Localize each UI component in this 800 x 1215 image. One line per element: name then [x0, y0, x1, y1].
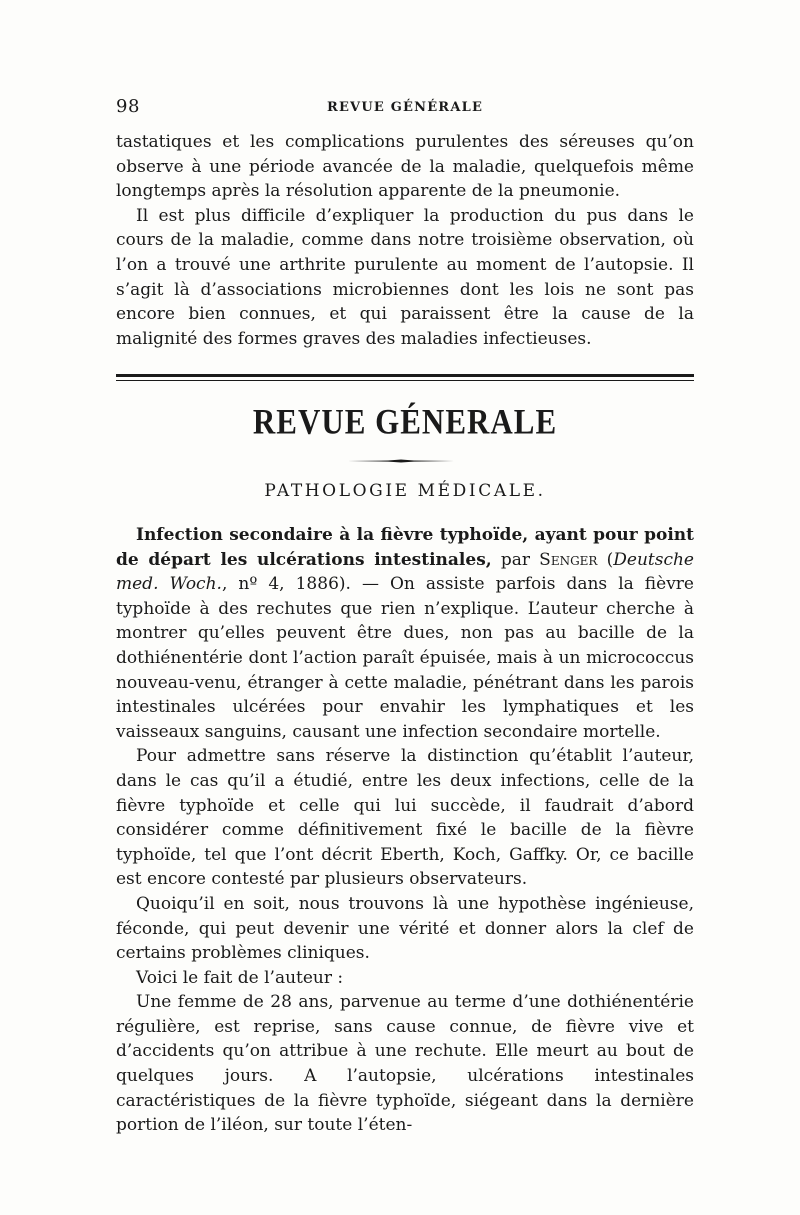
section-title: REVUE GÉNERALE [252, 401, 558, 442]
article-lead-paragraph [116, 523, 694, 744]
page-number: 98 [116, 96, 140, 117]
section-divider-thin [116, 380, 694, 381]
paragraph: Une femme de 28 ans, parvenue au terme d’une dothiénentérie régulière, est reprise, sans cause connue, de fièvre vive et d’accidents qu’on attribue à une rechute. Elle meurt au bout de quelques jours. A l’autopsie, ulcérations intestinales caractéristiques de la fièvre typhoïde, siégeant dans la dernière portion de l’iléon, sur toute l’éten- [116, 992, 694, 1136]
paragraph: Il est plus difficile d’expliquer la production du pus dans le cours de la maladie, comme dans notre troisième observation, où l’on a trouvé une arthrite purulente au moment de l’autopsie. Il s’agit là d’associations microbiennes dont les lois ne sont pas encore bien connues, et qui paraissent être la cause de la malignité des formes graves des maladies infectieuses. [116, 205, 694, 349]
article-source-open: ( [597, 549, 614, 570]
page-header [116, 96, 694, 120]
article-title: Infection secondaire à la fièvre typhoïde, ayant pour point de départ les ulcérations intestinales, [116, 525, 694, 570]
article-by: par [491, 549, 540, 570]
article-abstract: On assiste parfois dans la fièvre typhoïde à des rechutes que rien n’explique. L’auteur cherche à montrer qu’elles peuvent être dues, non pas au bacille de la dothiénentérie dont l’action paraît épuisée, mais à un micrococcus nouveau-venu, étranger à cette maladie, pénétrant dans les parois intestinales ulcérées pour envahir les lymphatiques et les vaisseaux sanguins, causant une infection secondaire mortelle. [116, 574, 694, 742]
paragraph-continued: tastatiques et les complications purulentes des séreuses qu’on observe à une période avancée de la maladie, quelquefois même longtemps après la résolution apparente de la pneumonie. [116, 132, 694, 202]
ornament-rule [348, 459, 454, 463]
running-head: REVUE GÉNÉRALE [326, 100, 484, 115]
section-divider-thick [116, 374, 694, 377]
subsection-title: PATHOLOGIE MÉDICALE. [264, 481, 546, 501]
article-author: Senger [539, 549, 598, 570]
article-body [116, 523, 694, 1138]
paragraph: Pour admettre sans réserve la distinction qu’établit l’auteur, dans le cas qu’il a étudié, entre les deux infections, celle de la fièvre typhoïde et celle qui lui succède, il faudrait d’abord considérer comme définitivement fixé le bacille de la fièvre typhoïde, tel que l’ont décrit Eberth, Koch, Gaffky. Or, ce bacille est encore contesté par plusieurs observateurs. [116, 746, 694, 890]
article-source-close: , nº 4, 1886). — [221, 574, 390, 595]
article-source: Deutsche med. Woch. [116, 549, 694, 595]
paragraph: Voici le fait de l’auteur : [136, 967, 344, 988]
paragraph: Quoiqu’il en soit, nous trouvons là une hypothèse ingénieuse, féconde, qui peut devenir une vérité et donner alors la clef de certains problèmes cliniques. [116, 893, 694, 964]
top-text-block [116, 130, 694, 351]
